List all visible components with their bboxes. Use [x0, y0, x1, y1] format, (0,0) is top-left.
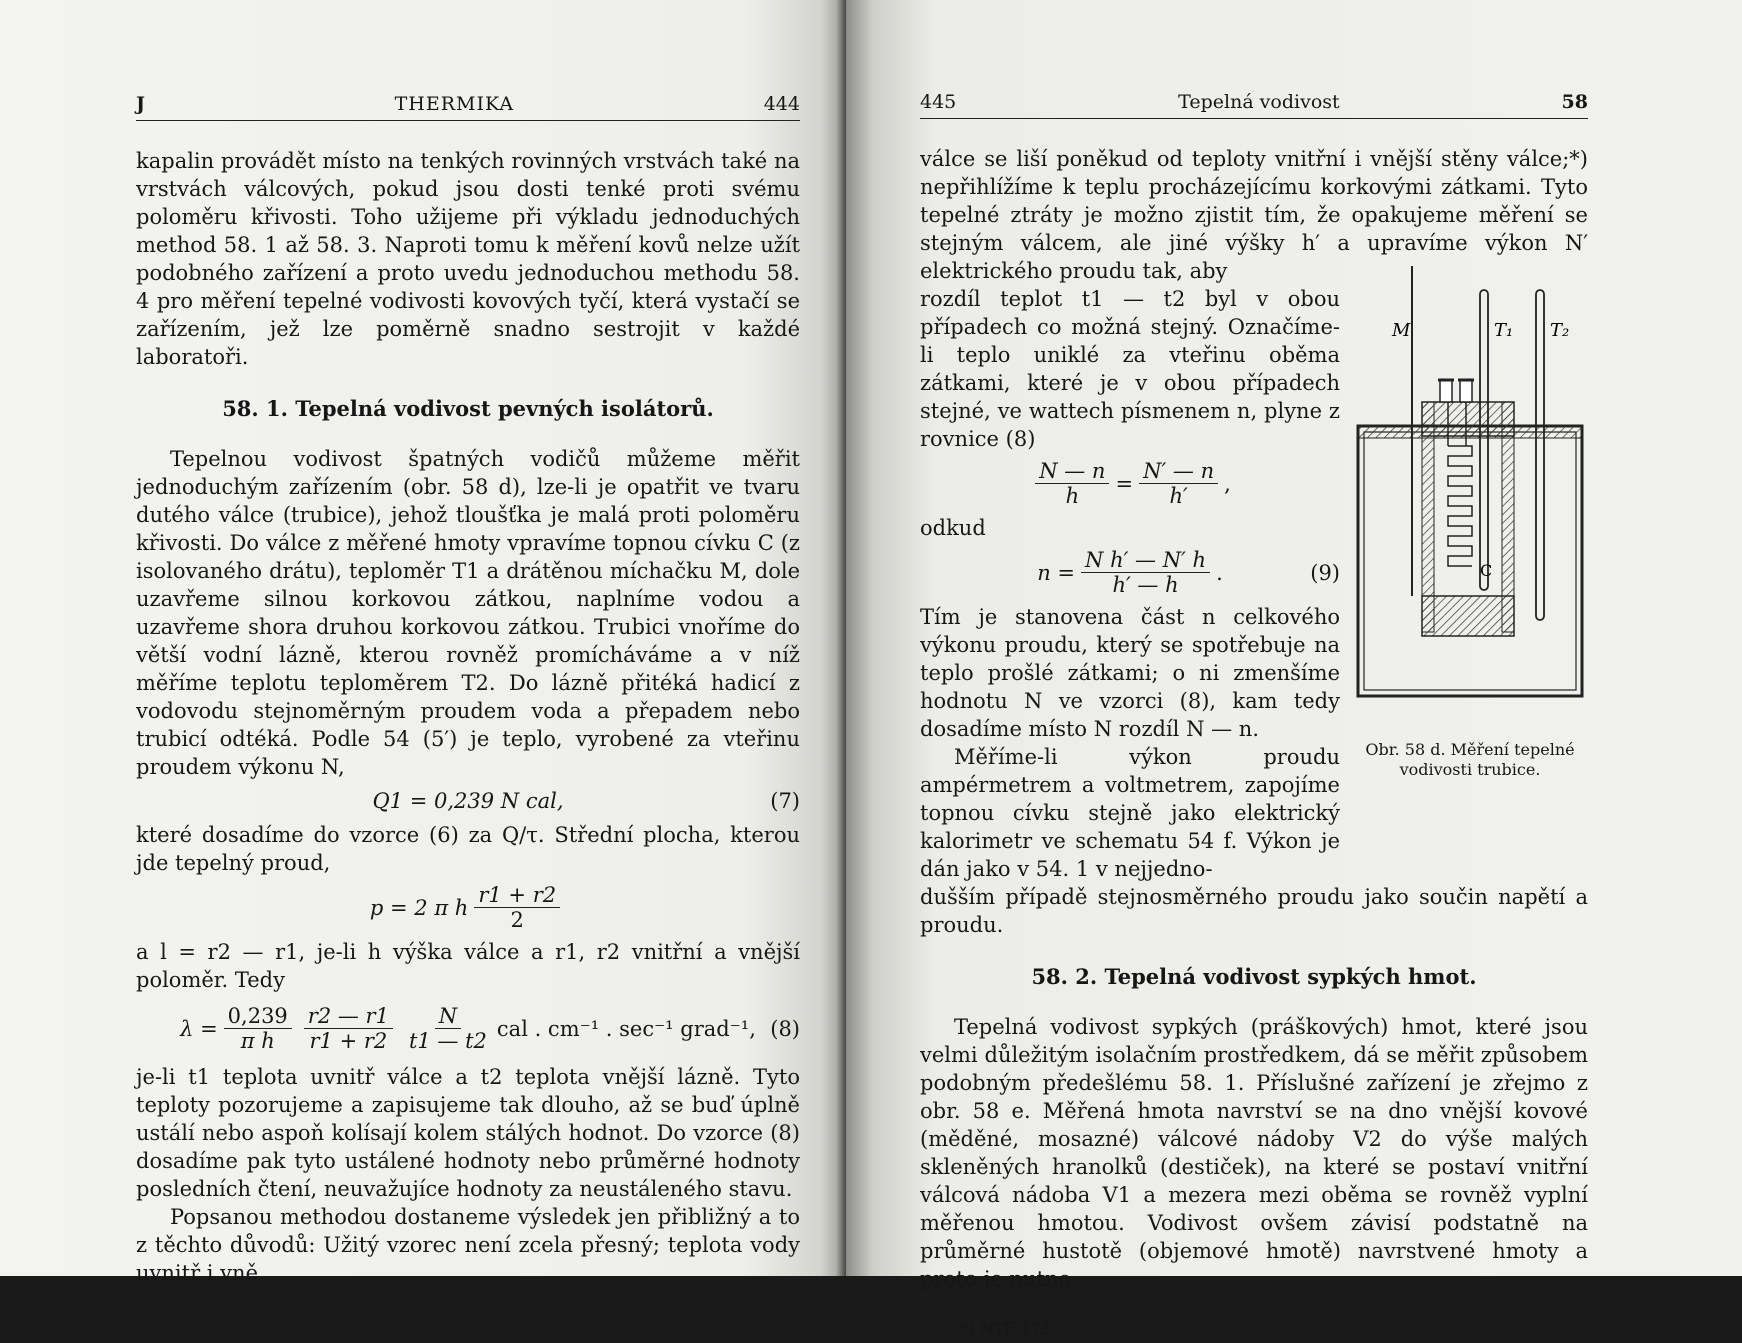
left-page-content: [136, 90, 800, 1287]
equation-area: [136, 883, 800, 932]
denominator: t1 — t2: [408, 1029, 487, 1053]
thermometer-t2: [1536, 290, 1544, 620]
running-title: THERMIKA: [394, 93, 515, 115]
left-running-header: [136, 90, 800, 121]
thermometer-t1: [1480, 290, 1488, 590]
left-page: [0, 0, 846, 1285]
section-title-58-2: 58. 2. Tepelná vodivost sypkých hmot.: [1031, 964, 1477, 989]
bottom-cork: [1422, 596, 1514, 636]
page-number: 445: [920, 91, 957, 113]
fraction: [1035, 459, 1109, 508]
paragraph: Tepelná vodivost sypkých (práškových) hmot, které jsou velmi důležitým isolačním prostředkem, dá se měřit způsobem podobným předešlému 58. 1. Příslušné zařízení je zřejmo z obr. 58 e. Měřená hmota navrství se na dno vnější kovové (měděné, mosazné) válcové nádoby V2 do výše malých skleněných hranolků (destiček), na které se postaví vnitřní válcová nádoba V1 a mezera mezi oběma se rovněž vyplní měřenou hmotou. Vodivost ovšem závisí podstatně na průměrné hustotě (objemové hmotě) navrstvené hmoty a proto je nutno: [920, 1015, 1588, 1291]
apparatus-diagram: [1352, 266, 1588, 726]
numerator: N h′ — N′ h: [1081, 548, 1210, 573]
fraction: [1081, 548, 1210, 597]
equation-lhs: n =: [1037, 560, 1076, 585]
paragraph: Tepelnou vodivost špatných vodičů můžeme měřit jednoduchým zařízením (obr. 58 d), lze-li je opatřit ve tvaru dutého válce (trubice), jehož tloušťka je malá proti poloměru křivosti. Do válce z měřené hmoty vpravíme topnou cívku C (z isolovaného drátu), teploměr T1 a drátěnou míchačku M, dole uzavřeme silnou korkovou zátkou, naplníme vodou a uzavřeme shora druhou korkovou zátkou. Trubici vnoříme do větší vodní lázně, kterou rovněž promícháváme a v níž měříme teplotu teploměrem T2. Do lázně přitéká hadicí z vodovodu stejnoměrným proudem voda a přepadem nebo trubicí odtéká. Podle 54 (5′) je teplo, vyrobené za vteřinu proudem výkonu N,: [136, 447, 800, 779]
paragraph: Měříme-li výkon proudu ampérmetrem a voltmetrem, zapojíme topnou cívku stejně jako elektrický kalorimetr ve schematu 54 f. Výkon je dán jako v 54. 1 v nejjedno-: [920, 745, 1340, 881]
equation-lhs: λ =: [180, 1016, 218, 1041]
paragraph: dušším případě stejnosměrného proudu jako součin napětí a proudu.: [920, 885, 1588, 937]
equation-lhs: p = 2 π h: [369, 895, 469, 920]
fraction: [405, 1004, 491, 1053]
paragraph: rozdíl teplot t1 — t2 byl v obou případech co možná stejný. Označíme-li teplo uniklé za vteřinu oběma zátkami, které je v obou případech stejné, ve wattech písmenem n, plyne z rovnice (8): [920, 287, 1340, 451]
numerator: N′ — n: [1139, 459, 1218, 484]
paragraph: je-li t1 teplota uvnitř válce a t2 teplota vnější lázně. Tyto teploty pozorujeme a zapisujeme tak dlouho, až se buď úplně ustálí nebo aspoň kolísají kolem stálých hodnot. Do vzorce (8) dosadíme pak tyto ustálené hodnoty nebo průměrné hodnoty posledních čtení, neuvažujíce hodnoty za neustáleného stavu.: [136, 1065, 800, 1201]
numerator: r2 — r1: [304, 1004, 393, 1029]
section-number: 58: [1561, 91, 1588, 113]
right-page-content: [920, 88, 1588, 1343]
running-title: Tepelná vodivost: [1178, 91, 1340, 113]
fraction: [1139, 459, 1218, 508]
fraction: [224, 1004, 292, 1053]
fraction: [304, 1004, 393, 1053]
equation-7: [136, 787, 800, 815]
numerator: r1 + r2: [474, 883, 560, 908]
units: cal . cm⁻¹ . sec⁻¹ grad⁻¹,: [496, 1016, 756, 1041]
equation-number: (7): [770, 789, 800, 813]
odkud-word: odkud: [920, 516, 986, 540]
punctuation: .: [1216, 560, 1223, 585]
heating-coil: [1448, 446, 1472, 566]
denominator: h′ — h: [1112, 573, 1179, 597]
right-page: [846, 0, 1742, 1338]
label-c: C: [1480, 561, 1493, 580]
denominator: h: [1065, 484, 1080, 508]
equation-9: [920, 548, 1340, 597]
numerator: 0,239: [224, 1004, 292, 1029]
paragraph: Popsanou methodou dostaneme výsledek jen přibližný a to z těchto důvodů: Užitý vzorec není zcela přesný; teplota vody uvnitř i vně: [136, 1205, 800, 1285]
chapter-letter: J: [136, 93, 145, 115]
numerator: N: [435, 1004, 461, 1029]
equation-expression: Q1 = 0,239 N cal,: [372, 789, 564, 813]
top-cork: [1422, 402, 1514, 436]
denominator: h′: [1169, 484, 1188, 508]
paragraph: a l = r2 — r1, je-li h výška válce a r1, r2 vnitřní a vnější poloměr. Tedy: [136, 940, 800, 992]
figure-caption: Obr. 58 d. Měření tepelné vodivosti trubice.: [1365, 740, 1575, 779]
paragraph: které dosadíme do vzorce (6) za Q/τ. Střední plocha, kterou jde tepelný proud,: [136, 823, 800, 875]
numerator: N — n: [1035, 459, 1109, 484]
denominator: 2: [510, 908, 524, 932]
equation-ratio: [920, 459, 1340, 508]
equals-sign: =: [1115, 471, 1134, 496]
right-running-header: [920, 88, 1588, 119]
punctuation: ,: [1224, 471, 1231, 496]
paragraph: válce se liší poněkud od teploty vnitřní i vnější stěny válce;*) nepřihlížíme k teplu procházejícímu korkovými zátkami. Tyto tepelné ztráty je možno zjistit tím, že opakujeme měření se stejným válcem, ale jiné výšky h′ a upravíme výkon N′ elektrického proudu tak, aby: [920, 147, 1588, 283]
figure-58d: [1352, 266, 1588, 780]
label-t2: T₂: [1550, 320, 1570, 341]
text-beside-figure: [920, 285, 1340, 883]
denominator: π h: [240, 1029, 275, 1053]
label-m: M: [1392, 320, 1411, 341]
page-number: 444: [763, 93, 800, 115]
denominator: r1 + r2: [309, 1029, 388, 1053]
fraction: [474, 883, 560, 932]
paragraph: Tím je stanovena část n celkového výkonu proudu, který se spotřebuje na teplo prošlé zátkami; o ni zmenšíme hodnotu N ve vzorci (8), kam tedy dosadíme místo N rozdíl N — n.: [920, 605, 1340, 741]
label-t1: T₁: [1494, 320, 1514, 341]
equation-8: [136, 1004, 800, 1053]
equation-number: (9): [1310, 560, 1340, 585]
section-title-58-1: 58. 1. Tepelná vodivost pevných isolátorů.: [222, 396, 714, 421]
intro-paragraph: kapalin provádět místo na tenkých rovinných vrstvách také na vrstvách válcových, pokud jsou dosti tenké proti svému poloměru křivosti. Toho užijeme při výkladu jednoduchých method 58. 1 až 58. 3. Naproti tomu k měření kovů nelze užít podobného zařízení a proto uvedu jednoduchou methodu 58. 4 pro měření tepelné vodivosti kovových tyčí, která vystačí se zařízením, jež lze poměrně snadno sestrojit v každé laboratoři.: [136, 149, 800, 369]
footnote: *) NTF 173.: [960, 1319, 1056, 1338]
equation-number: (8): [770, 1016, 800, 1041]
